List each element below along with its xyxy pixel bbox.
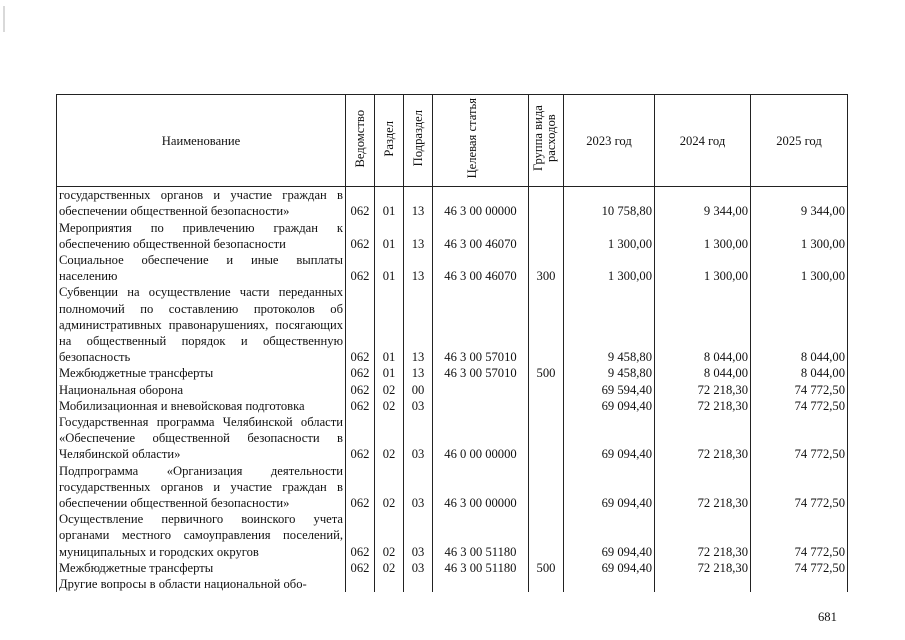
row-razdel: 01	[375, 284, 404, 365]
table-row	[57, 382, 848, 398]
page-number: 681	[818, 610, 837, 624]
row-vedomstvo: 062	[346, 463, 375, 512]
row-name: Субвенции на осуществление части переданных полномочий по составлению протоколов об административных правонарушениях, посягающих на общественный порядок и общественную безопасность	[57, 284, 346, 365]
table-row	[57, 511, 848, 560]
row-podrazdel: 03	[404, 463, 433, 512]
row-value-2024: 1 300,00	[655, 252, 751, 284]
row-value-2023: 1 300,00	[564, 252, 655, 284]
row-celevaya: 46 3 00 00000	[433, 463, 529, 512]
row-name: Государственная программа Челябинской области «Обеспечение общественной безопасности в Челябинской области»	[57, 414, 346, 463]
row-razdel: 02	[375, 398, 404, 414]
table-row	[57, 365, 848, 381]
row-value-2025: 74 772,50	[751, 511, 848, 560]
row-value-2023: 10 758,80	[564, 187, 655, 220]
table-row	[57, 398, 848, 414]
row-vedomstvo: 062	[346, 560, 375, 576]
table-row	[57, 463, 848, 512]
row-name: Другие вопросы в области национальной обо-	[57, 576, 346, 592]
row-value-2025: 8 044,00	[751, 284, 848, 365]
row-value-2024: 72 218,30	[655, 511, 751, 560]
header-vedomstvo	[346, 95, 375, 187]
row-vedomstvo: 062	[346, 414, 375, 463]
row-value-2025: 8 044,00	[751, 365, 848, 381]
row-value-2025: 74 772,50	[751, 382, 848, 398]
row-name: Мобилизационная и вневойсковая подготовка	[57, 398, 346, 414]
row-razdel: 01	[375, 252, 404, 284]
row-value-2024: 8 044,00	[655, 365, 751, 381]
header-razdel	[375, 95, 404, 187]
row-value-2024: 1 300,00	[655, 220, 751, 252]
row-value-2023: 69 094,40	[564, 463, 655, 512]
row-podrazdel: 13	[404, 284, 433, 365]
row-celevaya: 46 3 00 51180	[433, 511, 529, 560]
budget-table-sheet	[56, 94, 847, 592]
table-row	[57, 576, 848, 592]
row-celevaya	[433, 398, 529, 414]
header-2023: 2023 год	[564, 95, 655, 187]
row-gruppa	[529, 220, 564, 252]
row-razdel: 02	[375, 382, 404, 398]
table-row	[57, 187, 848, 220]
row-vedomstvo	[346, 576, 375, 592]
row-value-2023: 69 094,40	[564, 414, 655, 463]
row-value-2024: 72 218,30	[655, 560, 751, 576]
budget-table	[56, 94, 848, 592]
row-podrazdel: 13	[404, 220, 433, 252]
row-gruppa	[529, 576, 564, 592]
row-podrazdel: 00	[404, 382, 433, 398]
table-row	[57, 220, 848, 252]
row-value-2023	[564, 576, 655, 592]
row-podrazdel: 03	[404, 414, 433, 463]
row-value-2024: 72 218,30	[655, 463, 751, 512]
row-value-2024: 9 344,00	[655, 187, 751, 220]
row-razdel: 01	[375, 365, 404, 381]
row-gruppa	[529, 187, 564, 220]
row-name: Межбюджетные трансферты	[57, 560, 346, 576]
row-celevaya	[433, 576, 529, 592]
header-gruppa	[529, 95, 564, 187]
row-gruppa: 500	[529, 365, 564, 381]
row-name: Межбюджетные трансферты	[57, 365, 346, 381]
row-gruppa	[529, 398, 564, 414]
row-gruppa	[529, 382, 564, 398]
header-gruppa-label: Группа вида расходов	[531, 105, 558, 172]
header-razdel-label: Раздел	[381, 120, 396, 157]
row-name: Осуществление первичного воинского учета органами местного самоуправления поселений, муниципальных и городских округов	[57, 511, 346, 560]
row-value-2024: 72 218,30	[655, 382, 751, 398]
row-value-2025: 1 300,00	[751, 220, 848, 252]
row-razdel: 02	[375, 463, 404, 512]
row-podrazdel: 13	[404, 187, 433, 220]
header-2024: 2024 год	[655, 95, 751, 187]
row-celevaya: 46 3 00 57010	[433, 365, 529, 381]
row-value-2025: 74 772,50	[751, 398, 848, 414]
table-row	[57, 252, 848, 284]
row-name: Мероприятия по привлечению граждан к обеспечению общественной безопасности	[57, 220, 346, 252]
table-header-row	[57, 95, 848, 187]
row-value-2025: 74 772,50	[751, 463, 848, 512]
row-celevaya: 46 3 00 51180	[433, 560, 529, 576]
row-celevaya: 46 0 00 00000	[433, 414, 529, 463]
row-value-2023: 69 594,40	[564, 382, 655, 398]
row-value-2023: 9 458,80	[564, 365, 655, 381]
row-name: государственных органов и участие граждан в обеспечении общественной безопасности»	[57, 187, 346, 220]
table-row	[57, 284, 848, 365]
row-vedomstvo: 062	[346, 252, 375, 284]
row-value-2023: 69 094,40	[564, 560, 655, 576]
row-celevaya: 46 3 00 46070	[433, 220, 529, 252]
row-podrazdel: 03	[404, 398, 433, 414]
row-podrazdel: 03	[404, 560, 433, 576]
row-value-2024: 8 044,00	[655, 284, 751, 365]
scan-edge-mark	[3, 6, 5, 32]
table-row	[57, 414, 848, 463]
row-value-2023: 69 094,40	[564, 511, 655, 560]
header-name: Наименование	[57, 95, 346, 187]
row-value-2025: 1 300,00	[751, 252, 848, 284]
row-podrazdel: 03	[404, 511, 433, 560]
row-value-2024: 72 218,30	[655, 414, 751, 463]
row-razdel: 01	[375, 220, 404, 252]
table-row	[57, 560, 848, 576]
header-vedomstvo-label: Ведомство	[352, 109, 367, 168]
row-name: Подпрограмма «Организация деятельности государственных органов и участие граждан в обеспечении общественной безопасности»	[57, 463, 346, 512]
row-celevaya: 46 3 00 00000	[433, 187, 529, 220]
row-value-2025	[751, 576, 848, 592]
row-podrazdel: 13	[404, 365, 433, 381]
row-value-2024: 72 218,30	[655, 398, 751, 414]
header-celevaya	[433, 95, 529, 187]
header-2025: 2025 год	[751, 95, 848, 187]
row-razdel: 02	[375, 414, 404, 463]
row-gruppa	[529, 511, 564, 560]
row-name: Социальное обеспечение и иные выплаты населению	[57, 252, 346, 284]
row-vedomstvo: 062	[346, 365, 375, 381]
row-razdel: 02	[375, 511, 404, 560]
row-vedomstvo: 062	[346, 398, 375, 414]
row-celevaya: 46 3 00 57010	[433, 284, 529, 365]
row-gruppa: 500	[529, 560, 564, 576]
row-razdel: 01	[375, 187, 404, 220]
row-gruppa	[529, 463, 564, 512]
row-celevaya	[433, 382, 529, 398]
row-value-2023: 9 458,80	[564, 284, 655, 365]
row-razdel: 02	[375, 560, 404, 576]
row-podrazdel: 13	[404, 252, 433, 284]
row-value-2025: 74 772,50	[751, 414, 848, 463]
row-gruppa: 300	[529, 252, 564, 284]
header-podrazdel	[404, 95, 433, 187]
row-vedomstvo: 062	[346, 187, 375, 220]
row-value-2023: 1 300,00	[564, 220, 655, 252]
row-celevaya: 46 3 00 46070	[433, 252, 529, 284]
row-gruppa	[529, 284, 564, 365]
row-podrazdel	[404, 576, 433, 592]
header-celevaya-label: Целевая статья	[464, 98, 479, 179]
row-value-2024	[655, 576, 751, 592]
row-vedomstvo: 062	[346, 284, 375, 365]
header-podrazdel-label: Подраздел	[410, 110, 425, 167]
row-gruppa	[529, 414, 564, 463]
row-value-2025: 74 772,50	[751, 560, 848, 576]
row-name: Национальная оборона	[57, 382, 346, 398]
row-vedomstvo: 062	[346, 220, 375, 252]
row-vedomstvo: 062	[346, 511, 375, 560]
row-value-2025: 9 344,00	[751, 187, 848, 220]
row-vedomstvo: 062	[346, 382, 375, 398]
row-razdel	[375, 576, 404, 592]
row-value-2023: 69 094,40	[564, 398, 655, 414]
